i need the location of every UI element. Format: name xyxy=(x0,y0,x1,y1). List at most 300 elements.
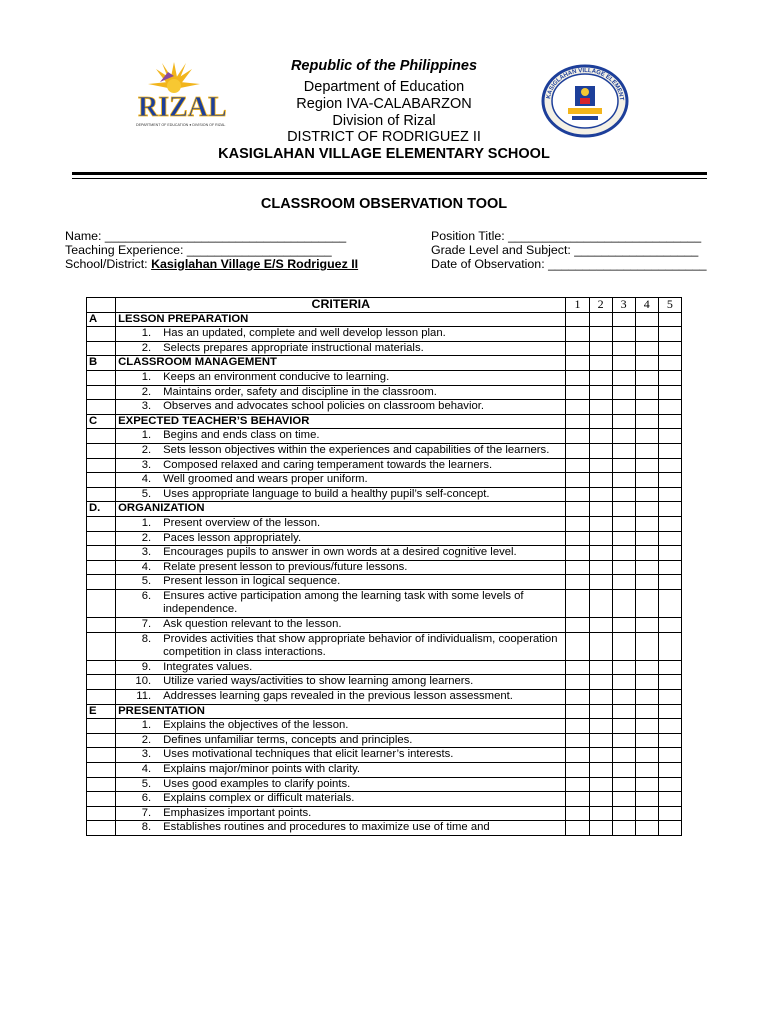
criterion-row xyxy=(87,660,682,675)
rating-cell-4[interactable] xyxy=(635,341,658,356)
rating-cell-2[interactable] xyxy=(589,806,612,821)
rating-cell-5[interactable] xyxy=(658,589,681,617)
criterion-row xyxy=(87,473,682,488)
rating-cell-1[interactable] xyxy=(566,719,589,734)
rating-cell-3[interactable] xyxy=(612,531,635,546)
rating-cell-3 xyxy=(612,704,635,719)
criterion-text: Emphasizes important points. xyxy=(163,806,312,819)
rating-cell-5[interactable] xyxy=(658,327,681,342)
section-code xyxy=(87,385,116,400)
criterion-text: Observes and advocates school policies on classroom behavior. xyxy=(163,400,485,413)
rating-cell-5[interactable] xyxy=(658,546,681,561)
criterion-text: Sets lesson objectives within the experiences and capabilities of the learners. xyxy=(163,443,550,456)
rating-cell-1[interactable] xyxy=(566,458,589,473)
criterion-cell xyxy=(116,458,566,473)
rating-cell-3[interactable] xyxy=(612,341,635,356)
rating-cell-1[interactable] xyxy=(566,443,589,458)
criterion-item xyxy=(118,821,563,835)
rating-cell-2[interactable] xyxy=(589,546,612,561)
section-code: E xyxy=(87,704,116,719)
rating-cell-1[interactable] xyxy=(566,660,589,675)
rating-cell-5 xyxy=(658,414,681,429)
rating-cell-1[interactable] xyxy=(566,589,589,617)
criterion-number: 4. xyxy=(141,763,152,775)
section-code xyxy=(87,792,116,807)
rating-cell-3[interactable] xyxy=(612,763,635,778)
criterion-item xyxy=(118,327,563,341)
rating-cell-4[interactable] xyxy=(635,821,658,836)
rating-cell-1 xyxy=(566,502,589,517)
criterion-item xyxy=(118,675,563,689)
rating-cell-3[interactable] xyxy=(612,487,635,502)
criterion-text: Composed relaxed and caring temperament towards the learners. xyxy=(163,458,493,471)
rating-cell-3[interactable] xyxy=(612,327,635,342)
rating-cell-4[interactable] xyxy=(635,516,658,531)
criterion-cell xyxy=(116,385,566,400)
criterion-number: 7. xyxy=(141,618,152,631)
rating-cell-2[interactable] xyxy=(589,458,612,473)
letterhead-district: DISTRICT OF RODRIGUEZ II xyxy=(287,129,481,145)
criterion-text: Ensures active participation among the learning task with some levels of independence. xyxy=(163,589,524,616)
criterion-item xyxy=(118,807,563,821)
criterion-text: Provides activities that show appropriate behavior of individualism, cooperation competition in class interactions. xyxy=(163,632,558,659)
criterion-row xyxy=(87,632,682,660)
criterion-text: Present lesson in logical sequence. xyxy=(163,575,341,588)
rating-cell-2[interactable] xyxy=(589,487,612,502)
rating-cell-5[interactable] xyxy=(658,660,681,675)
rating-cell-2[interactable] xyxy=(589,385,612,400)
criterion-text: Uses appropriate language to build a healthy pupil’s self-concept. xyxy=(163,487,490,500)
criterion-text: Explains major/minor points with clarity. xyxy=(163,763,361,775)
rating-cell-1[interactable] xyxy=(566,806,589,821)
criterion-cell xyxy=(116,821,566,836)
rating-cell-1[interactable] xyxy=(566,733,589,748)
criterion-cell xyxy=(116,560,566,575)
rating-cell-3[interactable] xyxy=(612,575,635,590)
criterion-item xyxy=(118,748,563,762)
rating-cell-3[interactable] xyxy=(612,516,635,531)
rating-cell-2[interactable] xyxy=(589,516,612,531)
section-code xyxy=(87,473,116,488)
rating-cell-3[interactable] xyxy=(612,429,635,444)
criterion-item xyxy=(118,386,563,400)
rating-cell-4[interactable] xyxy=(635,806,658,821)
criterion-item xyxy=(118,444,563,458)
criterion-row xyxy=(87,690,682,705)
criterion-text: Has an updated, complete and well develop lesson plan. xyxy=(163,327,446,340)
criterion-item xyxy=(118,690,563,704)
criterion-cell xyxy=(116,632,566,660)
criterion-row xyxy=(87,792,682,807)
criterion-text: Addresses learning gaps revealed in the previous lesson assessment. xyxy=(163,690,513,703)
criterion-row xyxy=(87,443,682,458)
section-code xyxy=(87,487,116,502)
criterion-number: 1. xyxy=(141,719,152,732)
rating-cell-5[interactable] xyxy=(658,792,681,807)
rating-cell-3[interactable] xyxy=(612,690,635,705)
criterion-item xyxy=(118,517,563,531)
table-header-row xyxy=(87,298,682,313)
rating-cell-4[interactable] xyxy=(635,763,658,778)
criterion-text: Maintains order, safety and discipline in the classroom. xyxy=(163,385,437,398)
rating-cell-2[interactable] xyxy=(589,618,612,633)
rating-cell-3[interactable] xyxy=(612,719,635,734)
section-code xyxy=(87,821,116,836)
criterion-text: Defines unfamiliar terms, concepts and principles. xyxy=(163,733,413,746)
rating-cell-5[interactable] xyxy=(658,763,681,778)
criterion-text: Begins and ends class on time. xyxy=(163,429,320,442)
rating-cell-3[interactable] xyxy=(612,806,635,821)
rating-cell-4[interactable] xyxy=(635,675,658,690)
rating-cell-5[interactable] xyxy=(658,618,681,633)
rating-cell-5[interactable] xyxy=(658,821,681,836)
rating-cell-2[interactable] xyxy=(589,589,612,617)
rating-cell-4[interactable] xyxy=(635,458,658,473)
rating-cell-1[interactable] xyxy=(566,748,589,763)
section-code: C xyxy=(87,414,116,429)
rating-cell-4[interactable] xyxy=(635,660,658,675)
rating-header-4: 4 xyxy=(635,298,658,313)
rating-cell-1[interactable] xyxy=(566,429,589,444)
seal-text: KASIGLAHAN VILLAGE ELEMENT xyxy=(546,67,625,101)
letterhead-region: Region IVA-CALABARZON xyxy=(296,96,472,112)
rating-cell-5[interactable] xyxy=(658,560,681,575)
rating-cell-3[interactable] xyxy=(612,618,635,633)
rating-cell-4[interactable] xyxy=(635,560,658,575)
rating-cell-4[interactable] xyxy=(635,719,658,734)
criterion-item xyxy=(118,400,563,414)
criterion-number: 3. xyxy=(141,748,152,761)
section-code xyxy=(87,589,116,617)
rizal-logo-text: RIZAL xyxy=(138,92,227,123)
rating-cell-3[interactable] xyxy=(612,443,635,458)
rating-cell-1[interactable] xyxy=(566,546,589,561)
rating-cell-1[interactable] xyxy=(566,632,589,660)
rating-cell-2[interactable] xyxy=(589,821,612,836)
rating-cell-4[interactable] xyxy=(635,443,658,458)
rating-cell-1[interactable] xyxy=(566,821,589,836)
criterion-number: 9. xyxy=(141,660,152,673)
rating-cell-4 xyxy=(635,312,658,327)
section-row xyxy=(87,502,682,517)
criterion-text: Encourages pupils to answer in own words at a desired cognitive level. xyxy=(163,546,517,559)
rating-cell-2[interactable] xyxy=(589,341,612,356)
rating-cell-1[interactable] xyxy=(566,327,589,342)
section-code xyxy=(87,618,116,633)
criterion-number: 4. xyxy=(141,560,152,573)
criterion-number: 2. xyxy=(141,733,152,746)
section-title: LESSON PREPARATION xyxy=(116,312,566,327)
rating-cell-5[interactable] xyxy=(658,748,681,763)
criterion-number: 3. xyxy=(141,400,152,413)
criterion-text: Relate present lesson to previous/future lessons. xyxy=(163,560,408,573)
rating-cell-3[interactable] xyxy=(612,370,635,385)
rating-cell-2 xyxy=(589,704,612,719)
criterion-number: 10. xyxy=(135,675,152,688)
criterion-row xyxy=(87,341,682,356)
criterion-item xyxy=(118,371,563,385)
rating-cell-1[interactable] xyxy=(566,370,589,385)
criterion-item xyxy=(118,661,563,675)
rating-cell-4[interactable] xyxy=(635,473,658,488)
rating-cell-5[interactable] xyxy=(658,806,681,821)
criterion-number: 7. xyxy=(141,806,152,819)
rating-cell-2[interactable] xyxy=(589,429,612,444)
letterhead-department: Department of Education xyxy=(303,79,465,95)
criterion-number: 8. xyxy=(141,821,152,834)
rating-cell-1[interactable] xyxy=(566,473,589,488)
rating-cell-5[interactable] xyxy=(658,719,681,734)
criterion-row xyxy=(87,748,682,763)
criterion-item xyxy=(118,618,563,632)
rating-cell-4[interactable] xyxy=(635,589,658,617)
rating-cell-5[interactable] xyxy=(658,516,681,531)
criterion-text: Utilize varied ways/activities to show learning among learners. xyxy=(163,675,474,688)
rating-cell-4[interactable] xyxy=(635,487,658,502)
rating-cell-5[interactable] xyxy=(658,675,681,690)
criterion-number: 5. xyxy=(141,575,152,588)
rating-cell-3[interactable] xyxy=(612,589,635,617)
rating-cell-3[interactable] xyxy=(612,777,635,792)
criterion-cell xyxy=(116,400,566,415)
rating-cell-1[interactable] xyxy=(566,690,589,705)
rating-cell-5[interactable] xyxy=(658,487,681,502)
grade-level-field: Grade Level and Subject: __________________ xyxy=(431,243,699,257)
section-code xyxy=(87,400,116,415)
section-row xyxy=(87,312,682,327)
rating-cell-3[interactable] xyxy=(612,458,635,473)
criterion-row xyxy=(87,458,682,473)
rating-cell-2 xyxy=(589,312,612,327)
rating-cell-4 xyxy=(635,356,658,371)
rating-cell-1[interactable] xyxy=(566,385,589,400)
rating-cell-5[interactable] xyxy=(658,385,681,400)
rating-cell-5[interactable] xyxy=(658,531,681,546)
school-district-label: School/District: xyxy=(65,257,152,271)
rating-cell-5[interactable] xyxy=(658,777,681,792)
criterion-row xyxy=(87,806,682,821)
rating-cell-2[interactable] xyxy=(589,763,612,778)
criterion-number: 6. xyxy=(141,589,152,602)
criterion-text: Ask question relevant to the lesson. xyxy=(163,618,342,631)
rating-cell-2[interactable] xyxy=(589,675,612,690)
criterion-row xyxy=(87,589,682,617)
rating-cell-5[interactable] xyxy=(658,400,681,415)
rating-cell-4[interactable] xyxy=(635,748,658,763)
header-code-cell xyxy=(87,298,116,313)
rating-cell-4[interactable] xyxy=(635,327,658,342)
section-code xyxy=(87,675,116,690)
rating-cell-1[interactable] xyxy=(566,777,589,792)
rating-cell-2[interactable] xyxy=(589,660,612,675)
rating-cell-5[interactable] xyxy=(658,341,681,356)
rating-cell-3[interactable] xyxy=(612,560,635,575)
rating-cell-2[interactable] xyxy=(589,443,612,458)
criterion-item xyxy=(118,342,563,356)
rating-cell-1[interactable] xyxy=(566,400,589,415)
criterion-row xyxy=(87,429,682,444)
rating-cell-2[interactable] xyxy=(589,719,612,734)
rating-cell-5[interactable] xyxy=(658,370,681,385)
criterion-cell xyxy=(116,733,566,748)
criterion-number: 5. xyxy=(141,487,152,500)
rating-cell-3[interactable] xyxy=(612,792,635,807)
rating-cell-3[interactable] xyxy=(612,675,635,690)
criterion-text: Explains complex or difficult materials. xyxy=(163,792,355,805)
rating-cell-4[interactable] xyxy=(635,690,658,705)
rating-cell-4 xyxy=(635,414,658,429)
criterion-text: Well groomed and wears proper uniform. xyxy=(163,473,368,486)
criterion-cell xyxy=(116,516,566,531)
rating-cell-5[interactable] xyxy=(658,733,681,748)
rating-cell-3[interactable] xyxy=(612,748,635,763)
section-row xyxy=(87,704,682,719)
criterion-item xyxy=(118,488,563,502)
rating-cell-1[interactable] xyxy=(566,763,589,778)
criterion-cell xyxy=(116,675,566,690)
rating-cell-2[interactable] xyxy=(589,473,612,488)
section-code xyxy=(87,531,116,546)
rating-cell-4[interactable] xyxy=(635,370,658,385)
criterion-row xyxy=(87,531,682,546)
rating-cell-2[interactable] xyxy=(589,792,612,807)
rating-cell-4[interactable] xyxy=(635,575,658,590)
rating-cell-2[interactable] xyxy=(589,733,612,748)
criterion-row xyxy=(87,733,682,748)
rating-cell-2[interactable] xyxy=(589,632,612,660)
rating-cell-1[interactable] xyxy=(566,618,589,633)
criterion-item xyxy=(118,473,563,487)
rating-cell-3 xyxy=(612,502,635,517)
criterion-number: 1. xyxy=(141,429,152,442)
criterion-cell xyxy=(116,748,566,763)
criterion-item xyxy=(118,734,563,748)
rating-cell-2[interactable] xyxy=(589,748,612,763)
section-title: PRESENTATION xyxy=(116,704,566,719)
rating-cell-5[interactable] xyxy=(658,443,681,458)
rating-cell-3[interactable] xyxy=(612,821,635,836)
rating-cell-4[interactable] xyxy=(635,733,658,748)
section-code: B xyxy=(87,356,116,371)
school-district-value: Kasiglahan Village E/S Rodriguez II xyxy=(151,257,359,271)
rating-cell-1[interactable] xyxy=(566,792,589,807)
criterion-row xyxy=(87,385,682,400)
rating-cell-5[interactable] xyxy=(658,575,681,590)
criterion-number: 8. xyxy=(141,632,152,645)
rating-cell-2[interactable] xyxy=(589,690,612,705)
rating-cell-1[interactable] xyxy=(566,487,589,502)
rating-header-5: 5 xyxy=(658,298,681,313)
rating-cell-4[interactable] xyxy=(635,618,658,633)
rating-cell-2[interactable] xyxy=(589,575,612,590)
rating-cell-1[interactable] xyxy=(566,341,589,356)
section-code xyxy=(87,429,116,444)
rating-cell-4[interactable] xyxy=(635,400,658,415)
criterion-cell xyxy=(116,660,566,675)
rating-cell-2[interactable] xyxy=(589,327,612,342)
rating-cell-2 xyxy=(589,414,612,429)
rating-cell-2[interactable] xyxy=(589,531,612,546)
section-code xyxy=(87,546,116,561)
rating-cell-5[interactable] xyxy=(658,473,681,488)
criterion-text: Paces lesson appropriately. xyxy=(163,531,302,544)
rating-cell-4[interactable] xyxy=(635,429,658,444)
section-code xyxy=(87,443,116,458)
criterion-number: 1. xyxy=(141,370,152,383)
criterion-number: 6. xyxy=(141,792,152,805)
criterion-cell xyxy=(116,618,566,633)
criterion-row xyxy=(87,370,682,385)
rating-cell-2 xyxy=(589,356,612,371)
criterion-item xyxy=(118,546,563,560)
rating-header-2: 2 xyxy=(589,298,612,313)
rating-cell-2[interactable] xyxy=(589,777,612,792)
rating-cell-2[interactable] xyxy=(589,400,612,415)
rating-cell-3[interactable] xyxy=(612,733,635,748)
rating-cell-1[interactable] xyxy=(566,560,589,575)
section-code xyxy=(87,516,116,531)
rating-cell-4[interactable] xyxy=(635,531,658,546)
rating-cell-5[interactable] xyxy=(658,632,681,660)
section-title: EXPECTED TEACHER’S BEHAVIOR xyxy=(116,414,566,429)
letterhead-school: KASIGLAHAN VILLAGE ELEMENTARY SCHOOL xyxy=(218,146,550,162)
rating-cell-4[interactable] xyxy=(635,546,658,561)
rating-cell-5[interactable] xyxy=(658,458,681,473)
criteria-table xyxy=(86,297,682,836)
rating-cell-3[interactable] xyxy=(612,660,635,675)
rating-cell-4[interactable] xyxy=(635,385,658,400)
criterion-cell xyxy=(116,777,566,792)
rating-cell-4[interactable] xyxy=(635,632,658,660)
rating-cell-2[interactable] xyxy=(589,370,612,385)
rating-cell-3[interactable] xyxy=(612,632,635,660)
rating-cell-3[interactable] xyxy=(612,385,635,400)
section-code xyxy=(87,690,116,705)
criterion-number: 3. xyxy=(141,546,152,559)
rating-cell-4[interactable] xyxy=(635,792,658,807)
rating-cell-1[interactable] xyxy=(566,675,589,690)
criterion-item xyxy=(118,778,563,792)
document-title: CLASSROOM OBSERVATION TOOL xyxy=(260,196,508,212)
school-district-field xyxy=(65,257,358,271)
name-field: Name: ___________________________________ xyxy=(65,229,347,243)
criterion-row xyxy=(87,400,682,415)
criterion-cell xyxy=(116,589,566,617)
rating-cell-5[interactable] xyxy=(658,429,681,444)
criterion-number: 5. xyxy=(141,777,152,790)
rating-cell-3 xyxy=(612,414,635,429)
criterion-number: 2. xyxy=(141,385,152,398)
rating-cell-3[interactable] xyxy=(612,473,635,488)
criterion-item xyxy=(118,763,563,777)
section-code xyxy=(87,560,116,575)
rating-cell-3[interactable] xyxy=(612,400,635,415)
criterion-row xyxy=(87,618,682,633)
section-title: ORGANIZATION xyxy=(116,502,566,517)
rating-cell-3[interactable] xyxy=(612,546,635,561)
rating-cell-1[interactable] xyxy=(566,531,589,546)
rizal-logo-caption: DEPARTMENT OF EDUCATION ● DIVISION OF RIZAL xyxy=(136,123,226,127)
section-row xyxy=(87,356,682,371)
criterion-cell xyxy=(116,531,566,546)
rating-cell-1[interactable] xyxy=(566,575,589,590)
rating-cell-4[interactable] xyxy=(635,777,658,792)
rating-cell-1 xyxy=(566,312,589,327)
date-of-observation-field: Date of Observation: _______________________ xyxy=(431,257,707,271)
rating-cell-2[interactable] xyxy=(589,560,612,575)
rating-cell-1[interactable] xyxy=(566,516,589,531)
rating-cell-5[interactable] xyxy=(658,690,681,705)
